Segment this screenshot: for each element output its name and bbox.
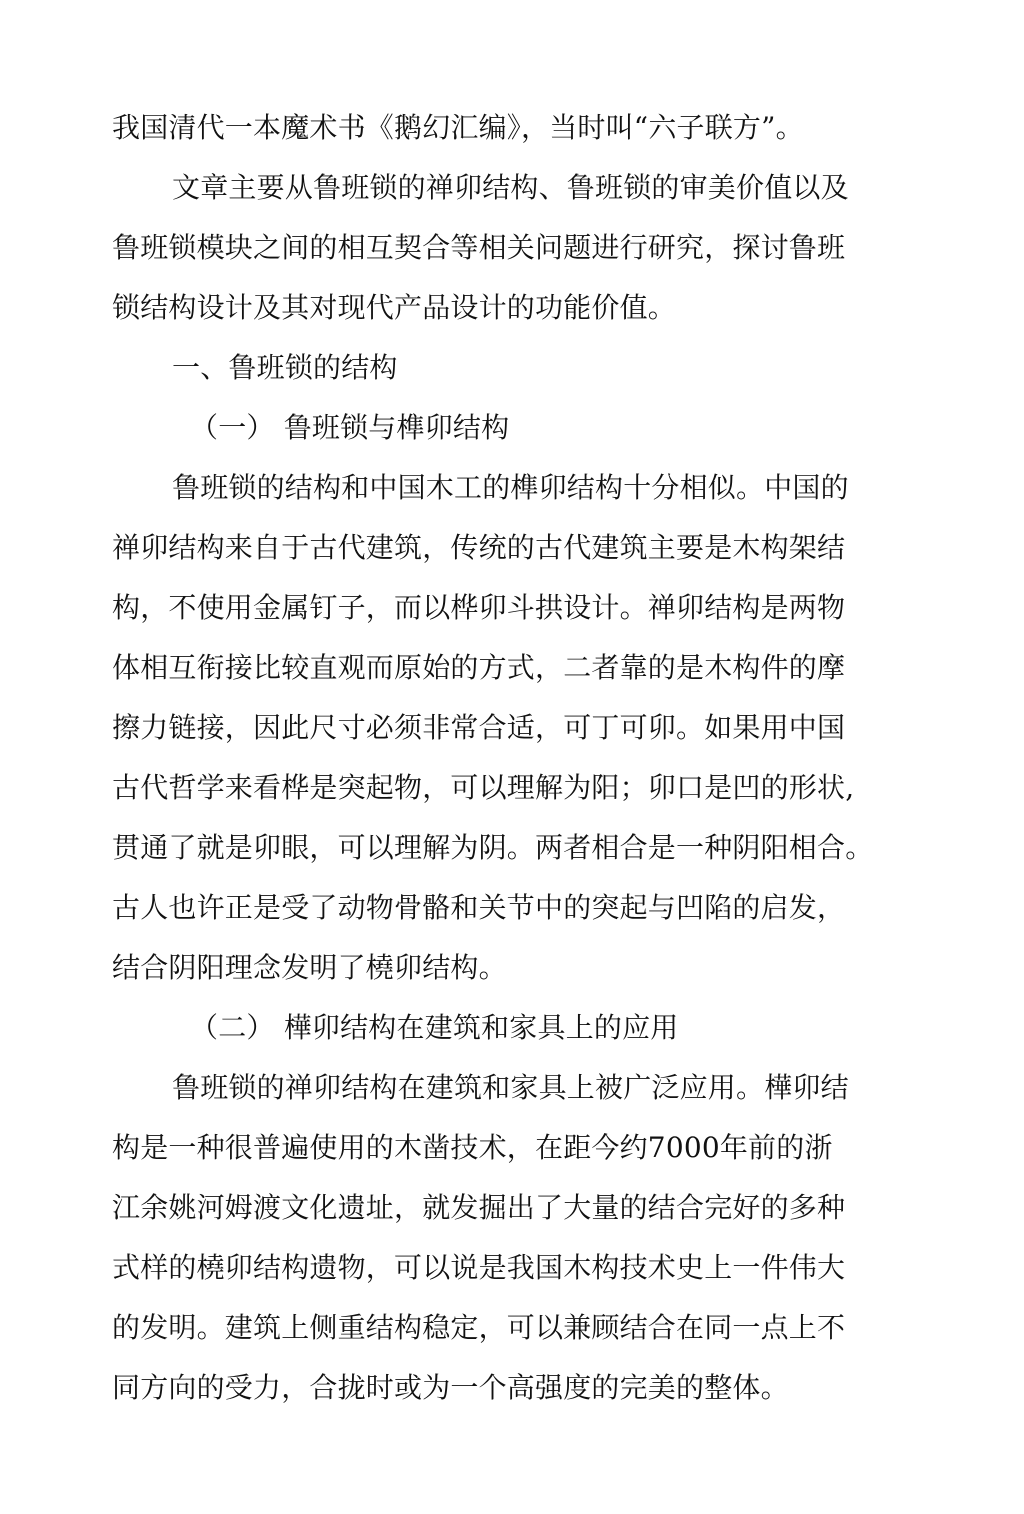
paragraph-line-12: 古代哲学来看桦是突起物，可以理解为阳；卯口是凹的形状, <box>112 771 855 804</box>
paragraph-line-19: 江余姚河姆渡文化遗址，就发掘出了大量的结合完好的多种 <box>112 1191 846 1224</box>
paragraph-line-2: 文章主要从鲁班锁的禅卯结构、鲁班锁的审美价值以及 <box>172 171 849 204</box>
paragraph-line-18: 构是一种很普遍使用的木凿技术，在距今约7000年前的浙 <box>112 1131 833 1164</box>
subsection-heading-2: （二） 樺卯结构在建筑和家具上的应用 <box>190 1011 679 1044</box>
paragraph-line-21: 的发明。建筑上侧重结构稳定，可以兼顾结合在同一点上不 <box>112 1311 846 1344</box>
section-heading: 一、鲁班锁的结构 <box>172 351 398 384</box>
paragraph-line-11: 擦力链接，因此尺寸必须非常合适，可丁可卯。如果用中国 <box>112 711 846 744</box>
paragraph-line-15: 结合阴阳理念发明了橈卯结构。 <box>112 951 507 984</box>
paragraph-line-20: 式样的橈卯结构遗物，可以说是我国木构技术史上一件伟大 <box>112 1251 846 1284</box>
paragraph-line-1: 我国清代一本魔术书《鹅幻汇编》，当时叫“六子联方”。 <box>112 111 804 144</box>
paragraph-line-10: 体相互衔接比较直观而原始的方式，二者靠的是木构件的摩 <box>112 651 846 684</box>
paragraph-line-3: 鲁班锁模块之间的相互契合等相关问题进行研究，探讨鲁班 <box>112 231 846 264</box>
paragraph-line-14: 古人也许正是受了动物骨骼和关节中的突起与凹陷的启发， <box>112 891 846 924</box>
paragraph-line-7: 鲁班锁的结构和中国木工的榫卯结构十分相似。中国的 <box>172 471 849 504</box>
paragraph-line-13: 贯通了就是卯眼，可以理解为阴。两者相合是一种阴阳相合。 <box>112 831 874 864</box>
paragraph-line-9: 构，不使用金属钉子，而以桦卯斗拱设计。禅卯结构是两物 <box>112 591 846 624</box>
paragraph-line-4: 锁结构设计及其对现代产品设计的功能价值。 <box>112 291 677 324</box>
paragraph-line-17: 鲁班锁的禅卯结构在建筑和家具上被广泛应用。樺卯结 <box>172 1071 849 1104</box>
paragraph-line-22: 同方向的受力，合拢时或为一个高强度的完美的整体。 <box>112 1371 789 1404</box>
paragraph-line-8: 禅卯结构来自于古代建筑，传统的古代建筑主要是木构架结 <box>112 531 846 564</box>
subsection-heading-1: （一） 鲁班锁与榫卯结构 <box>190 411 510 444</box>
